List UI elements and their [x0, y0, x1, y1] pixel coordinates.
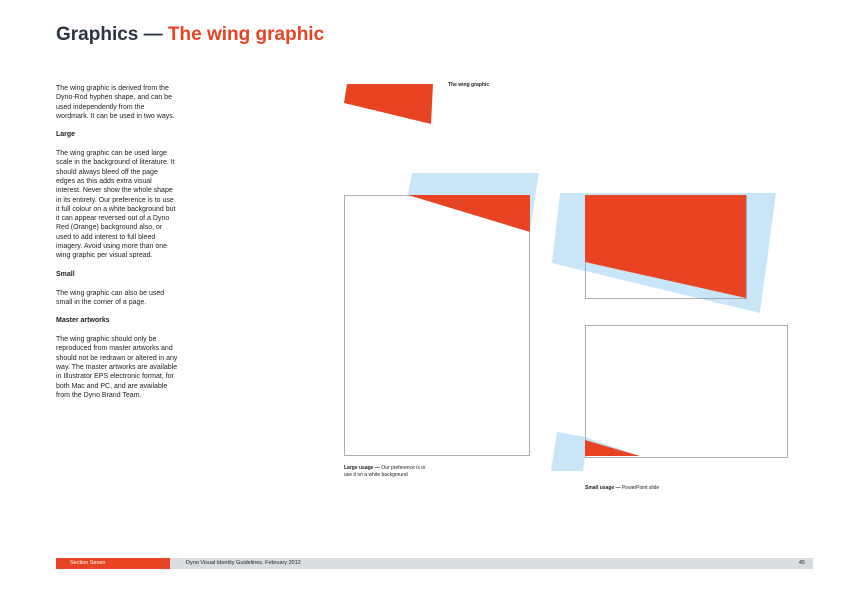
large-caption-bold: Large usage — — [344, 465, 382, 471]
page-number: 45 — [798, 560, 805, 566]
wing-label: The wing graphic — [448, 82, 490, 88]
intro-paragraph: The wing graphic is derived from the Dyno-Rod hyphen shape, and can be used independently from the wordmark. It can be used in two ways. — [56, 85, 175, 120]
title-prefix: Graphics — — [56, 24, 168, 45]
small-usage-caption — [585, 485, 659, 492]
small-paragraph: The wing graphic can also be used small in the corner of a page. — [56, 289, 165, 306]
small-caption-bold: Small usage — — [585, 485, 622, 491]
large-usage-orange-wing — [408, 195, 530, 232]
footer-bar — [170, 558, 813, 569]
small-heading: Small — [56, 270, 75, 278]
large-heading: Large — [56, 131, 76, 139]
wing-graphic — [344, 84, 433, 124]
large-usage-page-frame — [345, 196, 530, 456]
title-accent: The wing graphic — [167, 24, 325, 45]
master-paragraph: The wing graphic should only be reproduced from master artworks and should not be redrawn or altered in any way. The master artworks are available in Illustrator EPS electronic format, for both Mac and PC, and are available from the Dyno Brand Team. — [56, 336, 178, 399]
footer-section: Section Seven — [56, 558, 170, 569]
large-paragraph: The wing graphic can be used large scale in the background of literature. It should always bleed off the page edges as this adds extra visual interest. Never show the whole shape in its entirety. Our preference is to use it full colour on a white background but it can appear reversed out of a Dyno Red (Orange) background also, or used to add interest to full bleed imagery. Avoid using more than one wing graphic per visual spread. — [56, 150, 176, 260]
slide-frame — [586, 326, 788, 458]
footer-doc-title: Dyno Visual Identity Guidelines. February 2012 — [186, 560, 301, 566]
small-caption-text: PowerPoint slide — [621, 485, 660, 491]
large-usage-caption — [344, 465, 430, 479]
large-caption-text: Our preference is to use it on a white background — [344, 465, 426, 478]
master-heading: Master artworks — [56, 317, 110, 325]
